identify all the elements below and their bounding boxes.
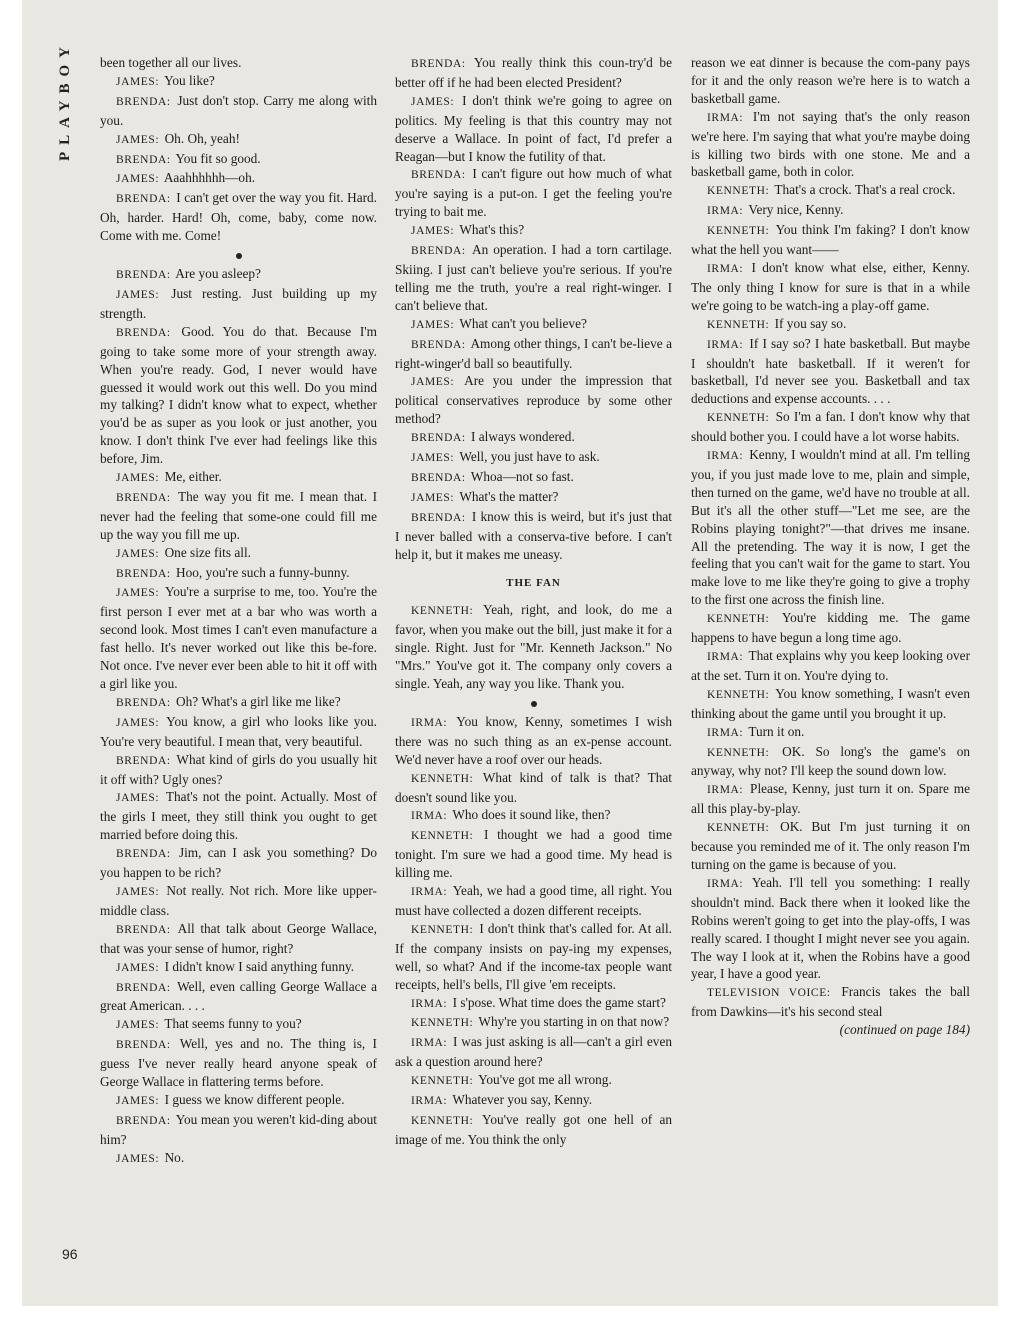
dialogue-paragraph [100,468,377,488]
dialogue-text: You've really got one hell of an image of me. You think the only [395,1111,672,1147]
dialogue-paragraph [691,609,970,647]
dialogue-paragraph [691,780,970,818]
speaker-name: JAMES: [411,318,455,331]
dialogue-text: Just resting. Just building up my strength. [100,285,377,321]
continued-note: (continued on page 184) [839,1022,970,1038]
dialogue-paragraph [100,1035,377,1091]
speaker-name: JAMES: [116,1019,160,1032]
speaker-name: JAMES: [116,587,160,600]
dialogue-paragraph [100,1015,377,1035]
dialogue-paragraph [691,335,970,409]
speaker-name: JAMES: [116,716,160,729]
speaker-name: IRMA: [411,886,448,899]
speaker-name: BRENDA: [116,326,171,339]
speaker-name: IRMA: [411,1095,448,1108]
dialogue-text: You've got me all wrong. [478,1072,612,1088]
dialogue-paragraph [100,788,377,844]
dialogue-text: That's a crock. That's a real crock. [774,182,956,198]
speaker-name: JAMES: [116,961,160,974]
dialogue-text: One size fits all. [164,544,251,560]
dialogue-text: You're kidding me. The game happens to have begun a long time ago. [691,610,970,646]
dialogue-text: Very nice, Kenny. [748,202,844,218]
dialogue-text: I don't think we're going to agree on politics. My feeling is that this country may not deserve a Wallace. In point of fact, I'd prefer a Reagan—but I know the futility of that. [395,92,673,164]
speaker-name: KENNETH: [707,688,770,701]
speaker-name: BRENDA: [116,193,171,206]
dialogue-paragraph [691,446,970,609]
dialogue-paragraph [691,743,970,781]
speaker-name: IRMA: [411,997,448,1010]
dialogue-paragraph [395,221,672,241]
dialogue-text: What's the matter? [459,488,559,504]
speaker-name: KENNETH: [411,1017,474,1030]
dialogue-paragraph [100,564,377,584]
dialogue-paragraph [100,544,377,564]
dialogue-text: Francis takes the ball from Dawkins—it's his second steal [691,984,971,1020]
dialogue-text: I always wondered. [471,429,575,445]
dialogue-paragraph [395,488,672,508]
dialogue-text: Among other things, I can't be-lieve a right-winger'd ball so beautifully. [395,335,673,371]
dialogue-paragraph [395,315,672,335]
dialogue-paragraph [100,844,377,882]
dialogue-text: So I'm a fan. I don't know why that should bother you. I could have a lot worse habits. [691,409,971,445]
dialogue-text: You like? [164,72,215,88]
dialogue-paragraph [395,1111,672,1149]
speaker-name: JAMES: [116,288,160,301]
dialogue-paragraph [691,315,970,335]
speaker-name: KENNETH: [707,185,770,198]
dialogue-text: Yeah. I'll tell you something: I really shouldn't mind. Back there when it looked like the Robins weren't going to get into the play-offs, I was really scared. I thought I might never see you again. The way I look at it, when the Robins have a good year, I have a good year. [691,874,970,982]
scene-break-bullet [531,701,537,707]
speaker-name: BRENDA: [116,923,171,936]
dialogue-text: Well, you just have to ask. [459,449,600,465]
speaker-name: BRENDA: [116,981,171,994]
speaker-name: BRENDA: [116,1039,171,1052]
speaker-name: KENNETH: [411,830,474,843]
dialogue-text: The way you fit me. I mean that. I never had the feeling that some-one could fill me up the way you fill me up. [100,488,377,542]
dialogue-text: I thought we had a good time tonight. I'm sure we had a good time. My head is killing me. [395,827,672,881]
dialogue-paragraph [395,882,672,920]
speaker-name: BRENDA: [116,567,171,580]
dialogue-text: Turn it on. [748,723,805,739]
dialogue-paragraph [100,130,377,150]
dialogue-paragraph [100,169,377,189]
dialogue-paragraph [395,428,672,448]
speaker-name: JAMES: [116,547,160,560]
speaker-name: KENNETH: [411,605,474,618]
dialogue-paragraph [395,241,672,315]
dialogue-paragraph [395,165,672,221]
running-head: PLAYBOY [57,40,73,161]
dialogue-paragraph [395,1033,672,1071]
speaker-name: JAMES: [411,452,455,465]
dialogue-paragraph [395,769,672,807]
dialogue-paragraph [100,1091,377,1111]
dialogue-paragraph [395,54,672,92]
dialogue-text: reason we eat dinner is because the com-pany pays for it and the only reason we're here is to watch a basketball game. [691,55,970,106]
dialogue-paragraph [100,751,377,789]
dialogue-text: I can't get over the way you fit. Hard. Oh, harder. Hard! Oh, come, baby, come now. Come with me. Come! [100,190,378,244]
dialogue-paragraph [691,685,970,723]
dialogue-paragraph [691,647,970,685]
dialogue-paragraph [100,189,377,245]
speaker-name: JAMES: [116,792,160,805]
dialogue-text: If I say so? I hate basketball. But maybe I shouldn't hate basketball. If it weren't for basketball, I'd never see you. Basketball and tax deductions and expense accounts. . . . [691,335,971,407]
dialogue-text: I guess we know different people. [164,1091,345,1107]
dialogue-text: You know, Kenny, sometimes I wish there was no such thing as an ex-pense account. We'd never have a roof over our heads. [395,713,672,767]
speaker-name: BRENDA: [411,245,466,258]
dialogue-paragraph [100,92,377,130]
speaker-name: IRMA: [707,450,744,463]
dialogue-text: Just don't stop. Carry me along with you. [100,92,377,128]
dialogue-paragraph [100,323,377,468]
dialogue-text: That's not the point. Actually. Most of the girls I meet, they still think you ought to get married before doing this. [100,789,377,843]
dialogue-text: An operation. I had a torn cartilage. Skiing. I just can't believe you're serious. If you're telling me the truth, you're a real right-winger. I can't believe that. [395,242,672,313]
speaker-name: KENNETH: [411,1114,474,1127]
speaker-name: JAMES: [116,173,160,186]
dialogue-text: Why're you starting in on that now? [478,1014,670,1030]
page-number: 96 [62,1246,78,1262]
speaker-name: IRMA: [411,1037,448,1050]
dialogue-paragraph [100,920,377,958]
dialogue-paragraph [395,826,672,882]
dialogue-paragraph [100,72,377,92]
dialogue-paragraph [100,882,377,920]
magazine-page [22,0,998,1306]
speaker-name: BRENDA: [411,169,466,182]
dialogue-text: You really think this coun-try'd be better off if he had been elected President? [395,55,672,90]
speaker-name: BRENDA: [116,1114,171,1127]
speaker-name: BRENDA: [116,754,171,767]
speaker-name: BRENDA: [411,338,466,351]
speaker-name: BRENDA: [116,848,171,861]
dialogue-paragraph [691,983,970,1021]
speaker-name: TELEVISION VOICE: [707,987,831,1000]
dialogue-paragraph [100,265,377,285]
dialogue-text: I was just asking is all—can't a girl even ask a question around here? [395,1034,672,1070]
speaker-name: BRENDA: [116,95,171,108]
speaker-name: JAMES: [116,133,160,146]
speaker-name: KENNETH: [707,318,770,331]
speaker-name: IRMA: [707,338,744,351]
speaker-name: IRMA: [707,205,744,218]
dialogue-text: No. [164,1149,185,1165]
speaker-name: KENNETH: [707,822,770,835]
dialogue-paragraph [395,920,672,994]
dialogue-paragraph [395,713,672,769]
dialogue-paragraph [100,150,377,170]
dialogue-text: Yeah, right, and look, do me a favor, when you make out the bill, just make it for a single. Right. Just for "Mr. Kenneth Jackson." No "Mrs." You've got it. The company only covers a single. Yeah, any way you like. Thank you. [395,602,672,691]
dialogue-paragraph [691,221,970,259]
dialogue-text: I can't figure out how much of what you're saying is a put-on. I get the feeling you're trying to bait me. [395,166,672,220]
speaker-name: IRMA: [411,716,448,729]
dialogue-text: What kind of girls do you usually hit it off with? Ugly ones? [100,751,377,787]
dialogue-paragraph [100,958,377,978]
speaker-name: BRENDA: [116,696,171,709]
speaker-name: KENNETH: [411,923,474,936]
dialogue-paragraph [395,468,672,488]
dialogue-text: Please, Kenny, just turn it on. Spare me all this play-by-play. [691,781,971,817]
dialogue-text: You fit so good. [175,150,261,166]
dialogue-text: Yeah, we had a good time, all right. You must have collected a dozen different receipts. [395,883,672,918]
dialogue-text: You think I'm faking? I don't know what the hell you want—— [691,222,970,258]
dialogue-paragraph [100,713,377,751]
dialogue-text: been together all our lives. [100,55,242,70]
dialogue-paragraph [691,259,970,315]
dialogue-paragraph [691,874,970,983]
dialogue-text: You know something, I wasn't even thinking about the game until you brought it up. [691,685,970,721]
dialogue-paragraph [395,372,672,428]
speaker-name: KENNETH: [707,613,770,626]
speaker-name: JAMES: [411,95,455,108]
speaker-name: JAMES: [411,225,455,238]
dialogue-text: Are you asleep? [175,266,261,282]
dialogue-text: Whoa—not so fast. [470,468,574,484]
speaker-name: JAMES: [116,75,160,88]
dialogue-paragraph [100,54,377,72]
dialogue-text: Who does it sound like, then? [452,807,611,823]
speaker-name: JAMES: [411,376,455,389]
dialogue-paragraph [395,508,672,564]
dialogue-text: I don't think that's called for. At all. If the company insists on pay-ing my expenses, well, so what? And if the income-tax people want receipts, hell's bells, I'll give 'em receipts. [395,920,672,992]
speaker-name: BRENDA: [411,471,466,484]
dialogue-paragraph [100,693,377,713]
speaker-name: BRENDA: [116,269,171,282]
dialogue-text: What kind of talk is that? That doesn't sound like you. [395,769,672,805]
speaker-name: IRMA: [707,651,744,663]
dialogue-paragraph [691,181,970,201]
speaker-name: JAMES: [116,1152,160,1165]
dialogue-text: You know, a girl who looks like you. You're very beautiful. I mean that, very beautiful. [100,713,377,749]
dialogue-paragraph [100,978,377,1016]
speaker-name: BRENDA: [116,491,171,504]
dialogue-paragraph [691,818,970,874]
dialogue-text: If you say so. [774,315,847,331]
dialogue-paragraph [691,723,970,743]
dialogue-text: You're a surprise to me, too. You're the first person I ever met at a bar who was worth a second look. Most times I can't even manufacture a fast hello. It's never worked out like this be-fore. Not once. I've never ever been able to hit it off with a girl like you. [100,584,377,691]
dialogue-text: Kenny, I wouldn't mind at all. I'm telling you, if you just made love to me, plain and simple, then turned on the game, we'd have no trouble at all. But it's all the other stuff—"Let me see, are the Robins playing tonight?"—that drives me insane. All the pretending. The way it is now, I get the feeling that you can't wait for the game to start. You make love to me like they're going to give a trophy to the first one across the finish line. [691,447,970,608]
dialogue-text: What can't you believe? [459,315,587,331]
speaker-name: IRMA: [707,111,744,124]
dialogue-text: I'm not saying that's the only reason we're here. I'm saying that what you're maybe doing is killing two birds with one stone. Me and a basketball game, both in color. [691,108,970,180]
dialogue-text: Jim, can I ask you something? Do you happen to be rich? [100,845,378,881]
speaker-name: IRMA: [707,784,744,797]
dialogue-paragraph [395,1091,672,1111]
speaker-name: BRENDA: [411,511,466,524]
dialogue-paragraph [691,408,970,446]
dialogue-text: Hoo, you're such a funny-bunny. [176,564,350,580]
speaker-name: IRMA: [707,726,744,739]
dialogue-text: OK. So long's the game's on anyway, why not? I'll keep the sound down low. [691,743,971,779]
speaker-name: JAMES: [116,885,160,898]
speaker-name: KENNETH: [707,746,770,759]
dialogue-text: Oh. Oh, yeah! [164,130,240,146]
dialogue-text: That explains why you keep looking over at the set. Turn it on. You're dying to. [691,648,971,683]
dialogue-paragraph [395,1013,672,1033]
speaker-name: KENNETH: [707,412,770,425]
dialogue-text: Whatever you say, Kenny. [452,1092,593,1108]
dialogue-text: Well, even calling George Wallace a great American. . . . [100,978,377,1014]
scene-break-bullet [236,253,242,259]
dialogue-text: Oh? What's a girl like me like? [176,693,341,709]
speaker-name: JAMES: [411,491,455,504]
speaker-name: KENNETH: [411,772,474,785]
speaker-name: BRENDA: [411,432,466,445]
text-column-3 [691,54,970,1039]
dialogue-paragraph [100,488,377,544]
speaker-name: KENNETH: [411,1075,474,1088]
dialogue-text: All that talk about George Wallace, that was your sense of humor, right? [100,920,377,956]
dialogue-paragraph [395,601,672,693]
speaker-name: JAMES: [116,472,160,485]
dialogue-paragraph [100,285,377,323]
dialogue-paragraph [691,201,970,221]
dialogue-paragraph [100,1149,377,1169]
dialogue-text: I s'pose. What time does the game start? [452,994,666,1010]
dialogue-text: Well, yes and no. The thing is, I guess I've never really heard anyone speak of George Wallace in flattering terms before. [100,1036,377,1090]
dialogue-text: Good. You do that. Because I'm going to take some more of your strength away. When you're ready. God, I never would have guessed it would work out this well. Do you mind my talking? I didn't know what to expect, whether you'd be as super as you look or just another, you know. I don't think I've ever had feelings like this before, Jim. [100,323,378,467]
speaker-name: JAMES: [116,1094,160,1107]
dialogue-text: I didn't know I said anything funny. [164,958,355,974]
dialogue-text: Me, either. [164,469,222,485]
dialogue-text: I know this is weird, but it's just that I never balled with a conserva-tive before. I can't help it, but it makes me uneasy. [395,508,672,562]
dialogue-text: That seems funny to you? [164,1016,302,1032]
dialogue-paragraph [395,1071,672,1091]
dialogue-paragraph [691,108,970,182]
dialogue-text: Are you under the impression that political conservatives reproduce by some other method? [395,373,672,427]
text-column-1 [100,54,377,1169]
dialogue-paragraph [395,806,672,826]
dialogue-paragraph [100,1111,377,1149]
dialogue-text: Aaahhhhhh—oh. [163,170,256,186]
dialogue-paragraph [691,54,970,108]
dialogue-paragraph [395,994,672,1014]
dialogue-text: What's this? [459,222,525,238]
dialogue-text: Not really. Not rich. More like upper-middle class. [100,882,377,918]
speaker-name: IRMA: [707,877,744,890]
dialogue-paragraph [100,583,377,692]
section-heading: THE FAN [506,577,561,590]
speaker-name: IRMA: [707,262,744,275]
dialogue-paragraph [395,335,672,373]
dialogue-text: OK. But I'm just turning it on because you reminded me of it. The only reason I'm turning on the game is because of you. [691,819,970,872]
speaker-name: BRENDA: [116,153,171,166]
speaker-name: IRMA: [411,810,448,823]
dialogue-paragraph [395,448,672,468]
dialogue-paragraph [395,92,672,166]
dialogue-text: I don't know what else, either, Kenny. The only thing I know for sure is that in a while we're going to be watch-ing a play-off game. [691,259,970,313]
text-column-2 [395,54,672,1149]
dialogue-text: You mean you weren't kid-ding about him? [100,1111,377,1147]
speaker-name: BRENDA: [411,58,466,70]
speaker-name: KENNETH: [707,225,770,238]
